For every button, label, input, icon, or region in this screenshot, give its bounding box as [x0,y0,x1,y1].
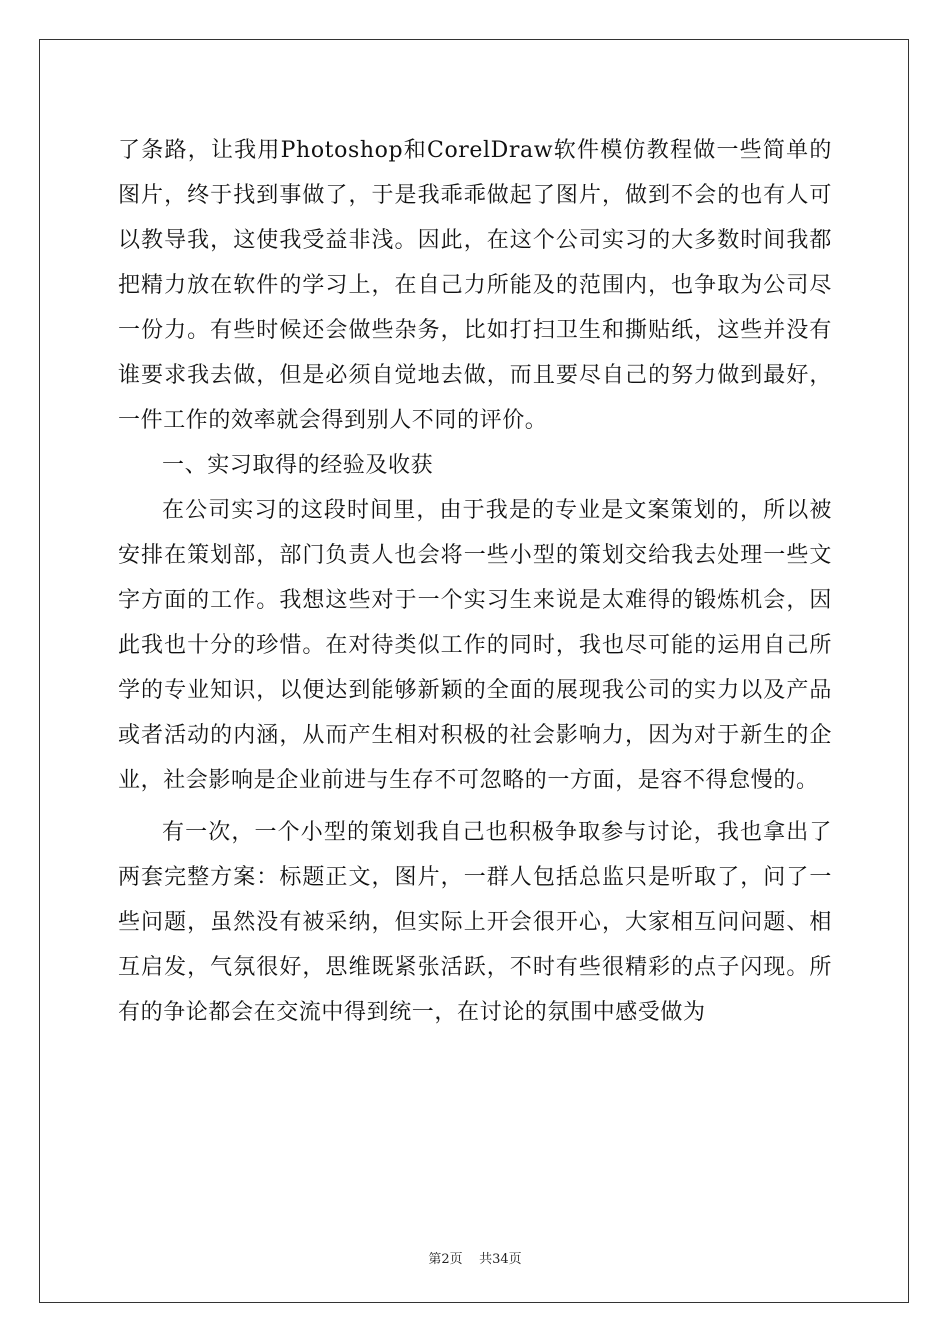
paragraph-3: 有一次，一个小型的策划我自己也积极争取参与讨论，我也拿出了两套完整方案：标题正文，图片，一群人包括总监只是听取了，问了一些问题，虽然没有被采纳，但实际上开会很开心，大家相互问问题、相互启发，气氛很好，思维既紧张活跃，不时有些很精彩的点子闪现。所有的争论都会在交流中得到统一，在讨论的氛围中感受做为 [118,820,832,1025]
document-body [118,128,832,1035]
page-number: 第2页 [428,1252,463,1267]
page-total: 共34页 [479,1252,522,1267]
paragraph-2: 在公司实习的这段时间里，由于我是的专业是文案策划的，所以被安排在策划部，部门负责人也会将一些小型的策划交给我去处理一些文字方面的工作。我想这些对于一个实习生来说是太难得的锻炼机会，因此我也十分的珍惜。在对待类似工作的同时，我也尽可能的运用自己所学的专业知识，以便达到能够新颖的全面的展现我公司的实力以及产品或者活动的内涵，从而产生相对积极的社会影响力，因为对于新生的企业，社会影响是企业前进与生存不可忽略的一方面，是容不得怠慢的。 [118,498,832,793]
section-heading: 一、实习取得的经验及收获 [162,453,434,478]
paragraph-1: 了条路，让我用Photoshop和CorelDraw软件模仿教程做一些简单的图片，终于找到事做了，于是我乖乖做起了图片，做到不会的也有人可以教导我，这使我受益非浅。因此，在这个公司实习的大多数时间我都把精力放在软件的学习上，在自己力所能及的范围内，也争取为公司尽一份力。有些时候还会做些杂务，比如打扫卫生和撕贴纸，这些并没有谁要求我去做，但是必须自觉地去做，而且要尽自己的努力做到最好，一件工作的效率就会得到别人不同的评价。 [118,138,832,433]
page-footer [0,1248,950,1267]
